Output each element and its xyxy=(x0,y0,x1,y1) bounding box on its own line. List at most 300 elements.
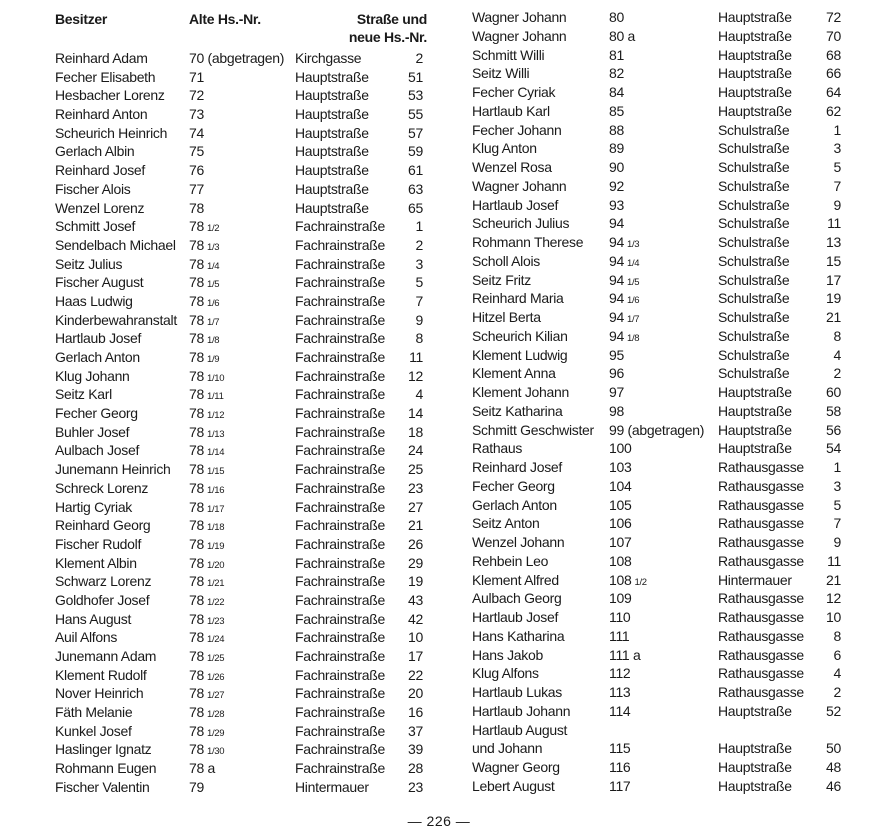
new-house-number: 61 xyxy=(408,162,423,179)
new-house-number: 1 xyxy=(833,459,841,475)
table-row xyxy=(55,180,427,199)
street-name: Rathausgasse xyxy=(718,534,804,550)
new-house-number: 4 xyxy=(415,386,423,403)
street-name: Hauptstraße xyxy=(718,402,792,419)
street-name: Rathausgasse xyxy=(718,684,804,700)
street-name: Fachrainstraße xyxy=(295,461,385,478)
owner-cell xyxy=(472,8,566,27)
table-row xyxy=(472,514,844,533)
old-number-fraction: 1/3 xyxy=(206,241,220,253)
header-old-number: Alte Hs.-Nr. xyxy=(189,11,261,27)
new-house-number: 12 xyxy=(408,367,423,384)
owner-name: Klement Albin xyxy=(55,554,137,571)
old-number-fraction: 1/2 xyxy=(206,223,220,235)
old-number: 78 xyxy=(189,330,204,347)
owner-cell xyxy=(55,86,165,105)
table-row xyxy=(472,646,844,665)
new-house-number: 51 xyxy=(408,68,423,85)
old-number-cell xyxy=(609,402,624,421)
old-number: 80 xyxy=(609,9,624,25)
owner-cell xyxy=(55,498,132,517)
owner-cell xyxy=(55,273,143,292)
street-name: Rathausgasse xyxy=(718,646,804,663)
old-number: 112 xyxy=(609,665,631,682)
old-number: 117 xyxy=(609,777,631,794)
old-number-cell xyxy=(609,589,631,608)
new-house-number: 15 xyxy=(826,252,841,269)
street-name: Schulstraße xyxy=(718,121,790,138)
owner-name: Hartlaub Josef xyxy=(472,609,559,625)
owner-cell xyxy=(55,423,129,442)
new-house-number: 14 xyxy=(408,405,423,422)
table-row xyxy=(472,102,844,121)
old-number-cell xyxy=(609,364,624,383)
owner-name: Fäth Melanie xyxy=(55,704,133,721)
new-house-number: 5 xyxy=(833,496,841,513)
new-house-number: 70 xyxy=(826,27,841,44)
old-number-fraction: 1/23 xyxy=(206,615,225,627)
table-row xyxy=(472,177,844,196)
table-row xyxy=(472,8,844,27)
owner-name: Klement Johann xyxy=(472,384,569,400)
old-number: 96 xyxy=(609,365,624,382)
old-number-fraction: 1/22 xyxy=(206,596,225,608)
table-row xyxy=(472,721,844,759)
owner-cell xyxy=(472,27,566,46)
owner-name: Reinhard Georg xyxy=(55,517,151,534)
old-number: 81 xyxy=(609,46,624,63)
old-number-cell xyxy=(189,778,204,797)
street-name: Hauptstraße xyxy=(718,421,792,438)
new-house-number: 9 xyxy=(833,196,841,213)
old-number: 98 xyxy=(609,402,624,419)
old-number: 78 xyxy=(189,648,204,664)
owner-cell xyxy=(55,68,155,87)
owner-cell xyxy=(472,383,569,402)
old-number: 80 a xyxy=(609,27,636,44)
owner-name: Hartlaub August xyxy=(472,721,568,738)
old-number: 78 xyxy=(189,610,204,627)
owner-name: Seitz Julius xyxy=(55,255,123,272)
owner-cell xyxy=(472,496,557,515)
old-number-cell xyxy=(189,105,204,124)
old-number: 116 xyxy=(609,759,631,775)
old-number: 106 xyxy=(609,515,632,532)
old-number-fraction: 1/11 xyxy=(206,391,224,403)
old-number-cell xyxy=(609,158,624,177)
owner-name: Seitz Fritz xyxy=(472,271,531,288)
owner-name: Reinhard Maria xyxy=(472,290,564,307)
street-name: Hauptstraße xyxy=(295,87,369,104)
owner-cell xyxy=(55,49,148,68)
street-name: Fachrainstraße xyxy=(295,349,385,365)
owner-cell xyxy=(472,702,570,721)
owner-name: Hans Katharina xyxy=(472,627,565,644)
owner-cell xyxy=(55,535,141,554)
old-number-fraction: 1/7 xyxy=(206,316,220,328)
street-name: Fachrainstraße xyxy=(295,517,385,534)
old-number: 78 xyxy=(189,218,204,235)
street-name: Hauptstraße xyxy=(295,180,369,197)
owner-cell xyxy=(55,217,135,236)
old-number-fraction: 1/4 xyxy=(206,260,220,272)
owner-name: Reinhard Anton xyxy=(55,106,148,123)
old-number-cell xyxy=(609,758,630,777)
street-name: Fachrainstraße xyxy=(295,218,385,235)
old-number: 92 xyxy=(609,177,624,194)
street-name: Fachrainstraße xyxy=(295,330,385,347)
street-name: Hauptstraße xyxy=(295,143,369,160)
header-new-line2: neue Hs.-Nr. xyxy=(348,29,427,45)
owner-cell xyxy=(55,142,134,161)
street-name: Rathausgasse xyxy=(718,590,804,607)
street-name: Hauptstraße xyxy=(718,65,792,82)
old-number-fraction: 1/30 xyxy=(206,746,225,758)
old-number-fraction: 1/8 xyxy=(206,335,220,347)
street-name: Schulstraße xyxy=(718,271,790,288)
owner-cell xyxy=(472,608,558,627)
old-number: 89 xyxy=(609,140,624,157)
old-number-fraction: 1/5 xyxy=(206,279,220,291)
owner-cell xyxy=(55,199,144,218)
new-house-number: 2 xyxy=(415,50,423,66)
owner-cell xyxy=(472,683,562,702)
old-number: 111 a xyxy=(609,646,641,663)
table-row xyxy=(55,628,427,647)
table-row xyxy=(55,778,427,797)
owner-cell xyxy=(472,177,566,196)
owner-cell xyxy=(55,628,117,647)
table-row xyxy=(55,161,427,180)
street-name: Fachrainstraße xyxy=(295,442,385,459)
street-name: Hauptstraße xyxy=(718,740,792,757)
owner-name: Auil Alfons xyxy=(55,629,118,646)
owner-name: Fecher Johann xyxy=(472,121,562,138)
new-house-number: 59 xyxy=(408,143,423,160)
street-name: Rathausgasse xyxy=(718,609,804,625)
owner-cell xyxy=(55,591,149,610)
owner-name: Aulbach Josef xyxy=(55,442,140,459)
new-house-number: 9 xyxy=(833,534,841,550)
owner-cell xyxy=(55,759,156,778)
table-row xyxy=(55,441,427,460)
old-number: 78 xyxy=(189,685,204,702)
old-number-cell xyxy=(609,627,629,646)
street-name: Fachrainstraße xyxy=(295,386,385,403)
old-number-cell xyxy=(609,64,624,83)
table-row xyxy=(55,460,427,479)
owner-cell xyxy=(55,666,147,685)
owner-cell xyxy=(55,703,132,722)
owner-cell xyxy=(472,758,560,777)
street-name: Hauptstraße xyxy=(718,27,792,44)
owner-name: Fecher Georg xyxy=(55,405,138,422)
new-house-number: 7 xyxy=(833,177,841,194)
old-number-cell xyxy=(609,177,624,196)
owner-cell xyxy=(472,627,564,646)
owner-name: Fecher Elisabeth xyxy=(55,68,156,85)
table-row xyxy=(472,289,844,308)
old-number: 108 xyxy=(609,552,632,569)
old-number: 103 xyxy=(609,459,632,475)
table-row xyxy=(472,458,844,477)
owner-name: Fischer August xyxy=(55,274,144,291)
table-row xyxy=(472,252,844,271)
street-name: Rathausgasse xyxy=(718,477,804,494)
owner-name: Scholl Alois xyxy=(472,252,540,269)
table-row xyxy=(55,591,427,610)
new-house-number: 2 xyxy=(415,236,423,253)
street-name: Fachrainstraße xyxy=(295,573,385,590)
old-number-cell xyxy=(189,86,204,105)
old-number: 109 xyxy=(609,590,632,607)
owner-cell xyxy=(55,348,140,367)
street-name: Hauptstraße xyxy=(718,777,792,794)
new-house-number: 19 xyxy=(408,573,423,590)
owner-name: Wenzel Lorenz xyxy=(55,199,145,216)
street-name: Schulstraße xyxy=(718,252,790,269)
street-name: Hintermauer xyxy=(718,571,792,588)
owner-cell xyxy=(55,292,133,311)
new-house-number: 11 xyxy=(827,215,841,232)
old-number-fraction: 1/21 xyxy=(206,578,225,590)
street-name: Fachrainstraße xyxy=(295,255,385,272)
owner-name: Hartlaub Josef xyxy=(472,196,559,213)
old-number-cell xyxy=(189,142,204,161)
old-number: 114 xyxy=(609,702,631,719)
old-number: 82 xyxy=(609,65,624,82)
owner-cell xyxy=(55,255,122,274)
table-row xyxy=(55,311,427,330)
new-house-number: 2 xyxy=(833,684,841,700)
owner-cell xyxy=(55,404,138,423)
old-number-fraction: 1/27 xyxy=(206,690,225,702)
left-rows-list xyxy=(55,49,427,797)
owner-name: Klug Johann xyxy=(55,367,130,384)
old-number: 72 xyxy=(189,87,204,104)
old-number-cell xyxy=(609,439,631,458)
owner-name: Schmitt Willi xyxy=(472,46,545,63)
old-number-cell xyxy=(189,759,215,778)
new-house-number: 13 xyxy=(826,234,841,250)
owner-cell xyxy=(472,421,594,440)
table-row xyxy=(472,364,844,383)
new-house-number: 6 xyxy=(833,646,841,663)
new-house-number: 24 xyxy=(408,442,423,459)
new-house-number: 62 xyxy=(826,102,841,119)
table-row xyxy=(55,666,427,685)
table-row xyxy=(472,121,844,140)
header-owner: Besitzer xyxy=(55,11,108,27)
street-name: Schulstraße xyxy=(718,346,790,363)
street-name: Fachrainstraße xyxy=(295,610,385,627)
owner-cell xyxy=(472,289,564,308)
street-name: Hauptstraße xyxy=(295,68,369,85)
street-name: Fachrainstraße xyxy=(295,760,385,777)
owner-cell xyxy=(55,124,167,143)
new-house-number: 21 xyxy=(826,571,841,588)
owner-name: Hartlaub Josef xyxy=(55,330,142,347)
old-number-cell xyxy=(609,383,624,402)
new-house-number: 23 xyxy=(408,778,423,795)
old-number: 74 xyxy=(189,124,204,141)
old-number-cell xyxy=(609,739,630,758)
old-number: 78 a xyxy=(189,760,216,777)
street-name: Hauptstraße xyxy=(295,124,369,141)
owner-cell xyxy=(55,180,130,199)
owner-name: Sendelbach Michael xyxy=(55,236,176,253)
table-row xyxy=(472,421,844,440)
street-name: Fachrainstraße xyxy=(295,535,385,552)
old-number-cell xyxy=(189,68,204,87)
street-name: Hauptstraße xyxy=(718,84,792,100)
owner-cell xyxy=(472,514,540,533)
old-number: 78 xyxy=(189,405,204,422)
old-number-cell xyxy=(609,777,630,796)
new-house-number: 10 xyxy=(408,629,423,646)
old-number: 110 xyxy=(609,609,631,625)
old-number-cell xyxy=(609,458,631,477)
owner-cell xyxy=(472,196,558,215)
owner-name: Junemann Heinrich xyxy=(55,461,171,478)
old-number-cell xyxy=(189,180,204,199)
new-house-number: 3 xyxy=(833,140,841,157)
owner-cell xyxy=(55,161,145,180)
old-number: 77 xyxy=(189,180,204,197)
new-house-number: 16 xyxy=(408,704,423,721)
new-house-number: 17 xyxy=(826,271,841,288)
old-number-cell xyxy=(609,121,624,140)
old-number: 94 xyxy=(609,252,624,269)
owner-name: Hesbacher Lorenz xyxy=(55,87,165,104)
old-number-fraction: 1/20 xyxy=(206,559,225,571)
owner-name: Fischer Alois xyxy=(55,180,131,197)
old-number: 78 xyxy=(189,311,204,328)
street-name: Rathausgasse xyxy=(718,627,804,644)
old-number-fraction: 1/19 xyxy=(206,540,225,552)
old-number: 88 xyxy=(609,121,624,138)
owner-name: Goldhofer Josef xyxy=(55,591,150,608)
owner-name: Wagner Johann xyxy=(472,9,567,25)
table-row xyxy=(55,498,427,517)
old-number: 107 xyxy=(609,534,632,550)
table-row xyxy=(55,610,427,629)
old-number-cell xyxy=(609,102,624,121)
old-number-fraction: 1/4 xyxy=(626,257,640,269)
old-number: 90 xyxy=(609,159,624,175)
new-house-number: 17 xyxy=(408,648,423,664)
old-number-cell xyxy=(609,8,624,27)
street-name: Fachrainstraße xyxy=(295,629,385,646)
owner-name: Fischer Valentin xyxy=(55,778,150,795)
owner-name: Fecher Georg xyxy=(472,477,555,494)
street-name: Fachrainstraße xyxy=(295,292,385,309)
table-row xyxy=(55,647,427,666)
street-name: Fachrainstraße xyxy=(295,685,385,702)
new-house-number: 10 xyxy=(826,609,841,625)
old-number-fraction: 1/24 xyxy=(206,634,225,646)
new-house-number: 56 xyxy=(826,421,841,438)
owner-name: Wagner Georg xyxy=(472,759,560,775)
street-name: Schulstraße xyxy=(718,309,790,325)
owner-cell xyxy=(472,589,562,608)
owner-cell xyxy=(472,533,564,552)
old-number-fraction: 1/14 xyxy=(206,447,225,459)
owner-cell xyxy=(472,64,529,83)
street-name: Rathausgasse xyxy=(718,552,804,569)
street-name: Fachrainstraße xyxy=(295,236,385,253)
table-row xyxy=(472,533,844,552)
owner-cell xyxy=(472,233,583,252)
street-name: Kirchgasse xyxy=(295,50,362,66)
street-name: Schulstraße xyxy=(718,327,790,344)
new-house-number: 4 xyxy=(833,665,841,682)
old-number: 84 xyxy=(609,84,624,100)
table-row xyxy=(472,589,844,608)
owner-cell xyxy=(55,554,137,573)
new-house-number: 8 xyxy=(833,327,841,344)
table-row xyxy=(55,703,427,722)
old-number: 78 xyxy=(189,367,204,384)
new-house-number: 8 xyxy=(833,627,841,644)
table-row xyxy=(55,684,427,703)
owner-cell xyxy=(472,458,562,477)
owner-name-line2: und Johann xyxy=(472,740,543,757)
new-house-number: 1 xyxy=(415,218,423,235)
old-number-cell xyxy=(609,46,624,65)
old-number-fraction: 1/8 xyxy=(626,332,640,344)
new-house-number: 25 xyxy=(408,461,423,478)
old-number: 94 xyxy=(609,290,624,307)
old-number: 100 xyxy=(609,440,632,457)
old-number: 71 xyxy=(189,68,204,85)
owner-name: Aulbach Georg xyxy=(472,590,562,607)
table-row xyxy=(55,49,427,68)
table-row xyxy=(472,664,844,683)
owner-cell xyxy=(55,778,150,797)
old-number: 111 xyxy=(609,627,630,644)
new-house-number: 54 xyxy=(826,440,841,457)
old-number: 78 xyxy=(189,236,204,253)
owner-cell xyxy=(472,646,543,665)
right-rows-list xyxy=(472,8,844,796)
owner-cell xyxy=(472,402,562,421)
old-number-cell xyxy=(609,608,630,627)
street-name: Schulstraße xyxy=(718,365,790,382)
owner-name: Hartlaub Johann xyxy=(472,702,571,719)
owner-name: Schmitt Geschwister xyxy=(472,421,594,438)
new-house-number: 8 xyxy=(415,330,423,347)
new-house-number: 68 xyxy=(826,46,841,63)
old-number-cell xyxy=(609,196,624,215)
street-name: Fachrainstraße xyxy=(295,648,385,664)
owner-cell xyxy=(55,740,151,759)
table-row xyxy=(472,571,844,590)
new-house-number: 4 xyxy=(833,346,841,363)
table-row xyxy=(472,327,844,346)
owner-name: Scheurich Heinrich xyxy=(55,124,168,141)
old-number: 97 xyxy=(609,384,624,400)
new-house-number: 60 xyxy=(826,384,841,400)
owner-name: Rohmann Therese xyxy=(472,234,584,250)
street-name: Fachrainstraße xyxy=(295,741,385,758)
street-name: Hintermauer xyxy=(295,778,369,795)
old-number: 78 xyxy=(189,349,204,365)
street-name: Rathausgasse xyxy=(718,496,804,513)
table-row xyxy=(55,217,427,236)
owner-name: Seitz Willi xyxy=(472,65,530,82)
new-house-number: 22 xyxy=(408,666,423,683)
